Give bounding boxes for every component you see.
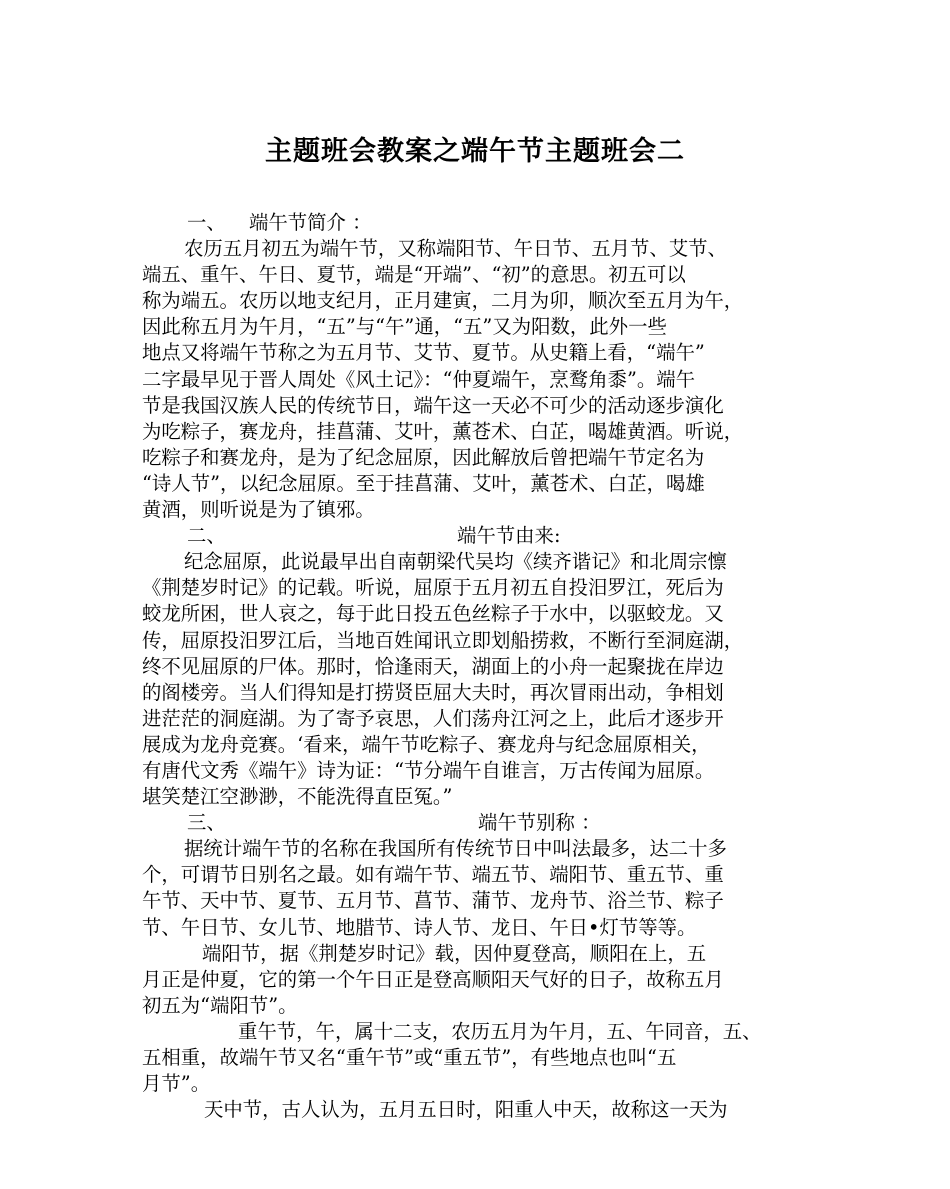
text-line: 据统计端午节的名称在我国所有传统节日中叫法最多，达二十多 <box>184 837 727 861</box>
text-line: 称为端五。农历以地支纪月，正月建寅，二月为卯，顺次至五月为午， <box>142 289 744 313</box>
text-line: 地点又将端午节称之为五月节、艾节、夏节。从史籍上看，“端午” <box>142 341 705 365</box>
text-line: 个，可谓节日别名之最。如有端午节、端五节、端阳节、重五节、重 <box>142 863 724 887</box>
text-line: 重午节，午，属十二支，农历五月为午月，五、午同音，五、 <box>238 1019 762 1043</box>
text-line: 天中节，古人认为，五月五日时，阳重人中天，故称这一天为 <box>204 1098 728 1122</box>
text-line: 午节、天中节、夏节、五月节、菖节、蒲节、龙舟节、浴兰节、粽子 <box>142 889 724 913</box>
text-line: 纪念屈原，此说最早出自南朝梁代吴均《续齐谐记》和北周宗懔 <box>184 550 727 574</box>
text-line: 月节”。 <box>142 1072 211 1096</box>
section-heading-1 <box>142 210 822 236</box>
page-title: 主题班会教案之端午节主题班会二 <box>265 136 685 167</box>
text-line: 吃粽子和赛龙舟，是为了纪念屈原，因此解放后曾把端午节定名为 <box>142 445 705 469</box>
section-number: 一、 <box>187 211 226 234</box>
section-number: 三、 <box>187 811 226 835</box>
text-line: 为吃粽子，赛龙舟，挂菖蒲、艾叶，薰苍术、白芷，喝雄黄酒。听说， <box>142 419 744 443</box>
text-line: 节、午日节、女儿节、地腊节、诗人节、龙日、午日•灯节等等。 <box>142 915 697 939</box>
text-line: 端阳节，据《荆楚岁时记》载，因仲夏登高，顺阳在上，五 <box>202 941 707 965</box>
text-line: 二字最早见于晋人周处《风土记》：“仲夏端午，烹鹜角黍”。端午 <box>142 367 696 391</box>
text-line: 传，屈原投汨罗江后，当地百姓闻讯立即划船捞救，不断行至洞庭湖， <box>142 628 744 652</box>
section-title: 端午节由来: <box>457 524 561 548</box>
text-line: “诗人节”，以纪念屈原。至于挂菖蒲、艾叶，薰苍术、白芷，喝雄 <box>142 471 705 495</box>
document-body <box>142 210 822 1123</box>
text-line: 节是我国汉族人民的传统节日，端午这一天必不可少的活动逐步演化 <box>142 393 724 417</box>
text-line: 的阁楼旁。当人们得知是打捞贤臣屈大夫时，再次冒雨出动，争相划 <box>142 680 724 704</box>
text-line: 五相重，故端午节又名“重午节”或“重五节”，有些地点也叫“五 <box>142 1046 677 1069</box>
text-line: 堪笑楚江空渺渺，不能洗得直臣冤。” <box>142 785 453 809</box>
text-line: 展成为龙舟竞赛。‘看来，端午节吃粽子、赛龙舟与纪念屈原相关， <box>142 732 711 756</box>
section-number: 二、 <box>187 524 226 548</box>
section-heading-3 <box>142 810 822 836</box>
section-title: 端午节别称 ： <box>478 811 601 835</box>
text-line: 初五为“端阳节”。 <box>142 993 298 1017</box>
section-heading-2 <box>142 523 822 549</box>
text-line: 进茫茫的洞庭湖。为了寄予哀思，人们荡舟江河之上，此后才逐步开 <box>142 706 724 730</box>
text-line: 黄酒，则听说是为了镇邪。 <box>142 498 375 522</box>
text-line: 《荆楚岁时记》的记载。听说，屈原于五月初五自投汨罗江，死后为 <box>142 576 724 600</box>
text-line: 因此称五月为午月，“五”与“午”通，“五”又为阳数，此外一些 <box>142 315 667 339</box>
text-line: 蛟龙所困，世人哀之，每于此日投五色丝粽子于水中，以驱蛟龙。又 <box>142 602 724 626</box>
text-line: 有唐代文秀《端午》诗为证：“节分端午自谁言，万古传闻为屈原。 <box>142 758 715 782</box>
text-line: 农历五月初五为端午节，又称端阳节、午日节、五月节、艾节、 <box>184 237 727 261</box>
text-line: 终不见屈原的尸体。那时，恰逢雨天，湖面上的小舟一起聚拢在岸边 <box>142 654 724 678</box>
text-line: 月正是仲夏，它的第一个午日正是登高顺阳天气好的日子，故称五月 <box>142 967 724 991</box>
text-line: 端五、重午、午日、夏节，端是“开端”、“初”的意思。初五可以 <box>142 263 686 287</box>
section-title: 端午节简介 ： <box>249 211 372 234</box>
